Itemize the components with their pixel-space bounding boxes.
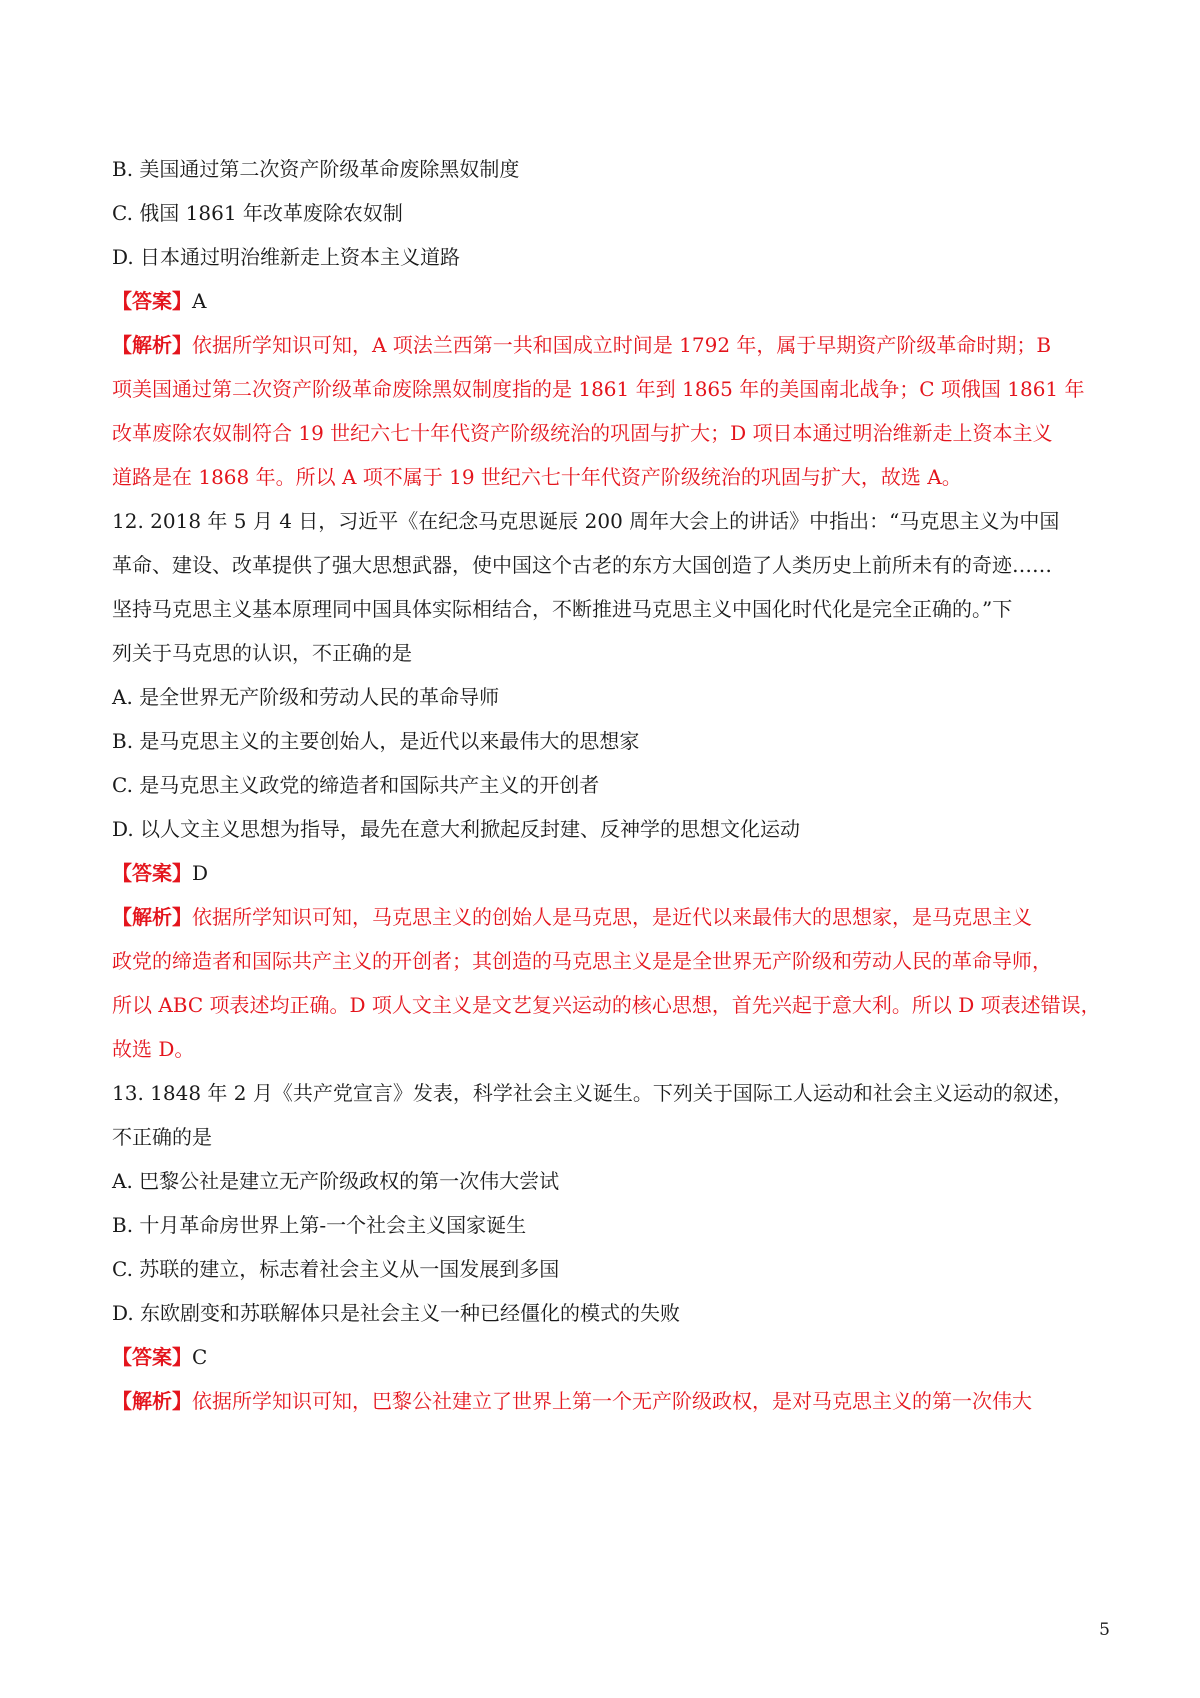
answer-label: 【答案】 [112,1345,192,1369]
option-c: C. 俄国 1861 年改革废除农奴制 [112,201,403,225]
analysis-text: 依据所学知识可知，巴黎公社建立了世界上第一个无产阶级政权，是对马克思主义的第一次伟大 [192,1389,1032,1413]
answer-label: 【答案】 [112,289,192,313]
analysis-line: 道路是在 1868 年。所以 A 项不属于 19 世纪六七十年代资产阶级统治的巩固与扩大，故选 A。 [112,465,962,489]
q13-answer-line [112,1343,1102,1371]
q12-stem: 革命、建设、改革提供了强大思想武器，使中国这个古老的东方大国创造了人类历史上前所未有的奇迹…… [112,553,1052,577]
q12-option-b: B. 是马克思主义的主要创始人，是近代以来最伟大的思想家 [112,729,640,753]
q13-stem: 13. 1848 年 2 月《共产党宣言》发表，科学社会主义诞生。下列关于国际工人运动和社会主义运动的叙述， [112,1081,1073,1105]
q12-analysis-line [112,903,1102,931]
q13-option-b: B. 十月革命房世界上第-一个社会主义国家诞生 [112,1213,527,1237]
q12-analysis-line: 故选 D。 [112,1037,195,1061]
q12-analysis-line: 所以 ABC 项表述均正确。D 项人文主义是文艺复兴运动的核心思想，首先兴起于意大利。所以 D 项表述错误， [112,993,1101,1017]
q12-stem: 坚持马克思主义基本原理同中国具体实际相结合，不断推进马克思主义中国化时代化是完全正确的。”下 [112,597,1013,621]
analysis-line [112,331,1102,359]
page-number: 5 [1099,1620,1110,1640]
answer-line [112,287,1102,315]
q12-stem: 12. 2018 年 5 月 4 日，习近平《在纪念马克思诞辰 200 周年大会上的讲话》中指出：“马克思主义为中国 [112,509,1060,533]
q13-analysis-line [112,1387,1102,1415]
analysis-label: 【解析】 [112,1389,192,1413]
answer-label: 【答案】 [112,861,192,885]
answer-value: C [192,1345,208,1369]
q12-option-c: C. 是马克思主义政党的缔造者和国际共产主义的开创者 [112,773,600,797]
answer-value: D [192,861,209,885]
option-b: B. 美国通过第二次资产阶级革命废除黑奴制度 [112,157,520,181]
q13-option-c: C. 苏联的建立，标志着社会主义从一国发展到多国 [112,1257,560,1281]
analysis-line: 项美国通过第二次资产阶级革命废除黑奴制度指的是 1861 年到 1865 年的美国南北战争；C 项俄国 1861 年 [112,377,1085,401]
q12-option-d: D. 以人文主义思想为指导，最先在意大利掀起反封建、反神学的思想文化运动 [112,817,801,841]
q13-stem: 不正确的是 [112,1125,212,1149]
q13-option-a: A. 巴黎公社是建立无产阶级政权的第一次伟大尝试 [112,1169,560,1193]
analysis-label: 【解析】 [112,333,192,357]
q13-option-d: D. 东欧剧变和苏联解体只是社会主义一种已经僵化的模式的失败 [112,1301,681,1325]
answer-value: A [192,289,207,313]
q12-answer-line [112,859,1102,887]
analysis-text: 依据所学知识可知，A 项法兰西第一共和国成立时间是 1792 年，属于早期资产阶级革命时期；B [192,333,1052,357]
analysis-line: 改革废除农奴制符合 19 世纪六七十年代资产阶级统治的巩固与扩大；D 项日本通过明治维新走上资本主义 [112,421,1053,445]
analysis-text: 依据所学知识可知，马克思主义的创始人是马克思，是近代以来最伟大的思想家，是马克思主义 [192,905,1032,929]
q12-stem: 列关于马克思的认识，不正确的是 [112,641,412,665]
option-d: D. 日本通过明治维新走上资本主义道路 [112,245,461,269]
q12-analysis-line: 政党的缔造者和国际共产主义的开创者；其创造的马克思主义是是全世界无产阶级和劳动人民的革命导师， [112,949,1052,973]
analysis-label: 【解析】 [112,905,192,929]
q12-option-a: A. 是全世界无产阶级和劳动人民的革命导师 [112,685,500,709]
